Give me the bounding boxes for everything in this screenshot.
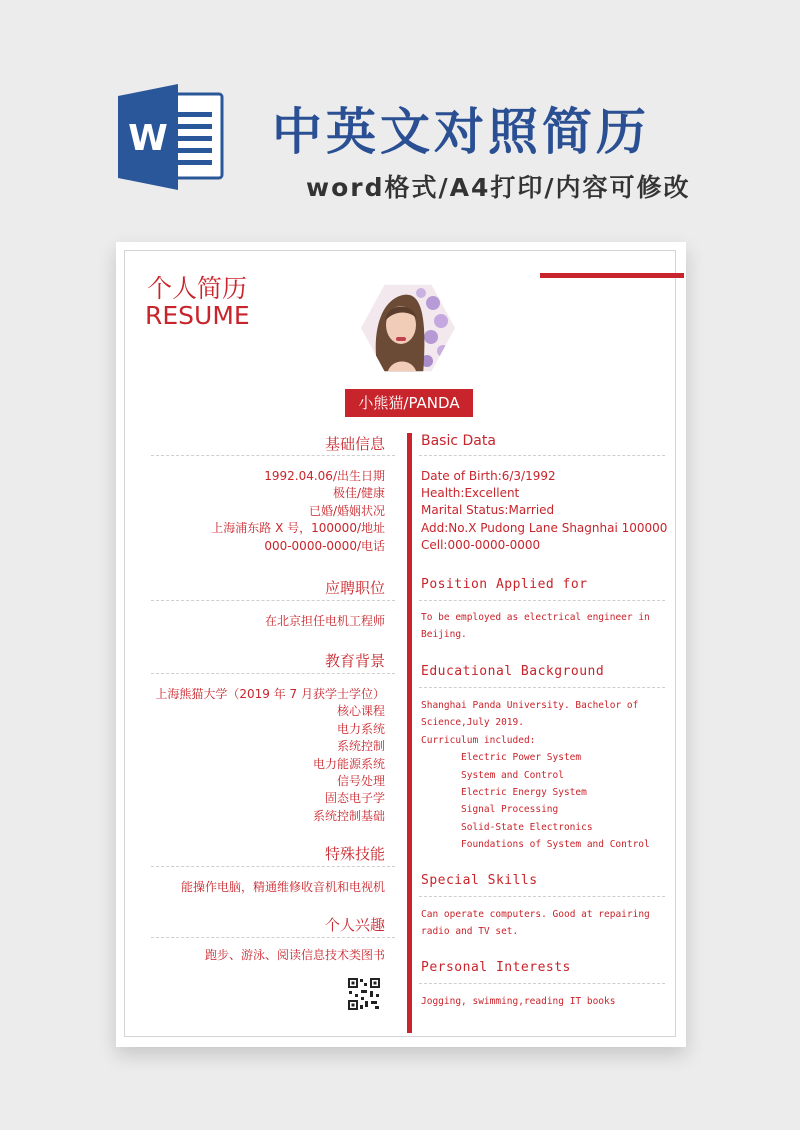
education-item: 核心课程	[336, 704, 385, 719]
interests-en	[421, 993, 615, 1010]
education-item: Shanghai Panda University. Bachelor of	[421, 700, 639, 711]
heading-basic-en: Basic Data	[421, 433, 496, 449]
education-item: 信号处理	[336, 774, 385, 789]
divider	[151, 455, 395, 456]
divider	[419, 600, 665, 601]
education-item: 系统控制	[336, 739, 385, 754]
education-item: 电力能源系统	[312, 756, 385, 771]
interests-cn	[205, 947, 385, 964]
course-item: Electric Power System	[461, 752, 582, 764]
basic-item: 已婚/婚姻状况	[308, 503, 385, 518]
education-item: 电力系统	[336, 721, 385, 736]
basic-item: 上海浦东路 X 号，100000/地址	[211, 521, 385, 536]
heading-basic-cn: 基础信息	[324, 435, 385, 453]
divider	[151, 600, 395, 601]
divider	[419, 687, 665, 688]
basic-info-en	[421, 468, 667, 554]
divider	[419, 455, 665, 456]
profile-photo	[361, 281, 455, 375]
position-item: 在北京担任电机工程师	[264, 614, 385, 628]
qr-code-icon	[347, 977, 381, 1011]
word-document-icon	[118, 82, 226, 192]
education-en	[421, 697, 650, 854]
skills-item: radio and TV set.	[421, 926, 519, 938]
heading-education-en: Educational Background	[421, 664, 605, 679]
heading-interests-cn: 个人兴趣	[324, 916, 385, 934]
basic-item: Date of Birth:6/3/1992	[421, 469, 556, 483]
top-accent-bar	[540, 273, 684, 278]
skills-cn	[181, 879, 385, 896]
heading-skills-en: Special Skills	[421, 873, 538, 888]
resume-page	[116, 242, 686, 1047]
education-item: 固态电子学	[324, 791, 385, 806]
position-item: Beijing.	[421, 629, 467, 641]
basic-item: Health:Excellent	[421, 486, 520, 501]
interests-item: Jogging, swimming,reading IT books	[421, 996, 616, 1007]
divider	[151, 673, 395, 674]
heading-interests-en: Personal Interests	[421, 960, 571, 975]
education-item: 系统控制基础	[312, 808, 385, 823]
divider	[151, 937, 395, 938]
course-item: Electric Energy System	[461, 787, 587, 799]
heading-position-en: Position Applied for	[421, 577, 588, 592]
basic-item: 1992.04.06/出生日期	[264, 469, 385, 483]
basic-item: 000-0000-0000/电话	[264, 538, 385, 553]
word-icon-letter: W	[128, 118, 168, 159]
banner-title: 中英文对照简历	[272, 103, 650, 161]
heading-education-cn: 教育背景	[324, 652, 385, 670]
resume-title-en: RESUME	[145, 301, 250, 330]
education-item: Curriculum included:	[421, 734, 536, 746]
divider	[151, 866, 395, 867]
heading-skills-cn: 特殊技能	[324, 845, 385, 863]
position-cn	[265, 613, 385, 630]
basic-item: Add:No.X Pudong Lane Shagnhai 100000	[421, 520, 668, 535]
divider	[419, 983, 665, 984]
course-item: Signal Processing	[461, 804, 559, 816]
course-item: System and Control	[461, 769, 564, 781]
skills-item: Can operate computers. Good at repairing	[421, 909, 650, 920]
divider	[419, 896, 665, 897]
education-cn	[155, 686, 385, 825]
education-item: Science,July 2019.	[421, 717, 524, 729]
resume-frame	[124, 250, 676, 1037]
candidate-name: 小熊猫/PANDA	[345, 389, 473, 417]
resume-title-cn: 个人简历	[147, 274, 248, 303]
banner-subtitle: word格式/A4打印/内容可修改	[306, 173, 691, 202]
interests-item: 跑步、游泳、阅读信息技术类图书	[204, 948, 385, 962]
basic-item: 极佳/健康	[332, 486, 385, 501]
basic-item: Marital Status:Married	[421, 503, 555, 518]
center-divider	[407, 433, 412, 1033]
heading-position-cn: 应聘职位	[324, 579, 385, 597]
course-item: Solid-State Electronics	[461, 821, 593, 833]
course-item: Foundations of System and Control	[461, 839, 650, 851]
education-item: 上海熊猫大学（2019 年 7 月获学士学位）	[155, 687, 385, 701]
basic-info-cn	[211, 468, 385, 555]
position-item: To be employed as electrical engineer in	[421, 612, 650, 623]
basic-item: Cell:000-0000-0000	[421, 537, 541, 552]
position-en	[421, 609, 650, 644]
skills-en	[421, 906, 650, 941]
skills-item: 能操作电脑，精通维修收音机和电视机	[180, 880, 385, 894]
